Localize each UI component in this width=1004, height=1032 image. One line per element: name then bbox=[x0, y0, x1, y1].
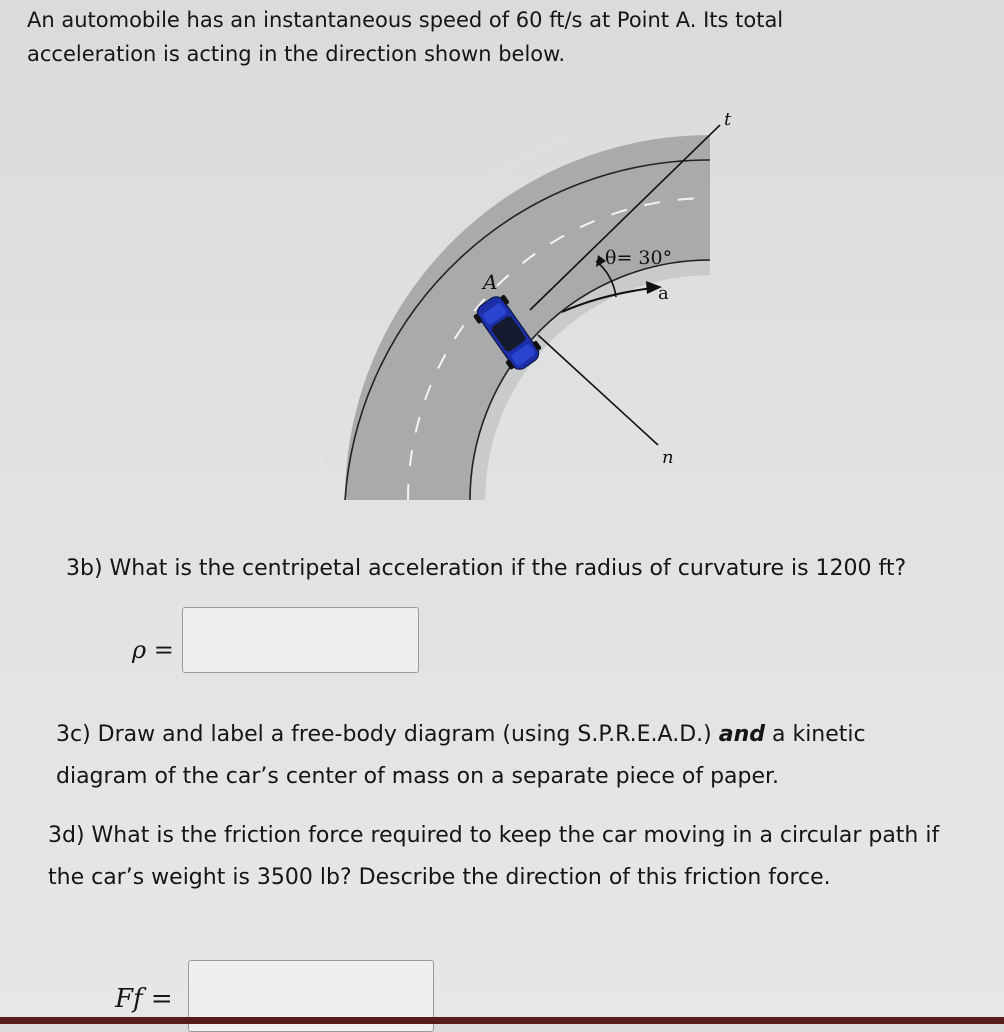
question-3c-text-after: a kinetic diagram of the car’s center of mass on a separate piece of paper. bbox=[56, 722, 866, 789]
question-3d: 3d) What is the friction force required to keep the car moving in a circular path if the car’s weight is 3500 lb? Describe the direction of this friction force. bbox=[48, 823, 940, 890]
question-3c bbox=[56, 714, 956, 798]
centripetal-acceleration-answer-box[interactable] bbox=[182, 607, 419, 673]
problem-intro bbox=[27, 3, 927, 71]
intro-line-2: acceleration is acting in the direction shown below. bbox=[27, 42, 566, 66]
label-angle: θ= 30° bbox=[605, 247, 673, 269]
friction-force-symbol: Ff = bbox=[115, 984, 173, 1014]
label-A: A bbox=[483, 270, 498, 294]
question-3c-emphasis: and bbox=[718, 722, 765, 747]
intro-line-1: An automobile has an instantaneous speed of 60 ft/s at Point A. Its total bbox=[27, 8, 784, 32]
label-n: n bbox=[662, 447, 674, 468]
bottom-edge bbox=[0, 1017, 1004, 1024]
label-t: t bbox=[724, 109, 732, 130]
question-3c-text-before: 3c) Draw and label a free-body diagram (using S.P.R.E.A.D.) bbox=[56, 722, 719, 747]
rho-symbol: ρ = bbox=[132, 636, 174, 664]
road-diagram bbox=[300, 95, 740, 515]
normal-axis bbox=[538, 335, 658, 445]
label-a: a bbox=[658, 283, 669, 304]
question-3b: 3b) What is the centripetal acceleration if the radius of curvature is 1200 ft? bbox=[66, 556, 907, 581]
